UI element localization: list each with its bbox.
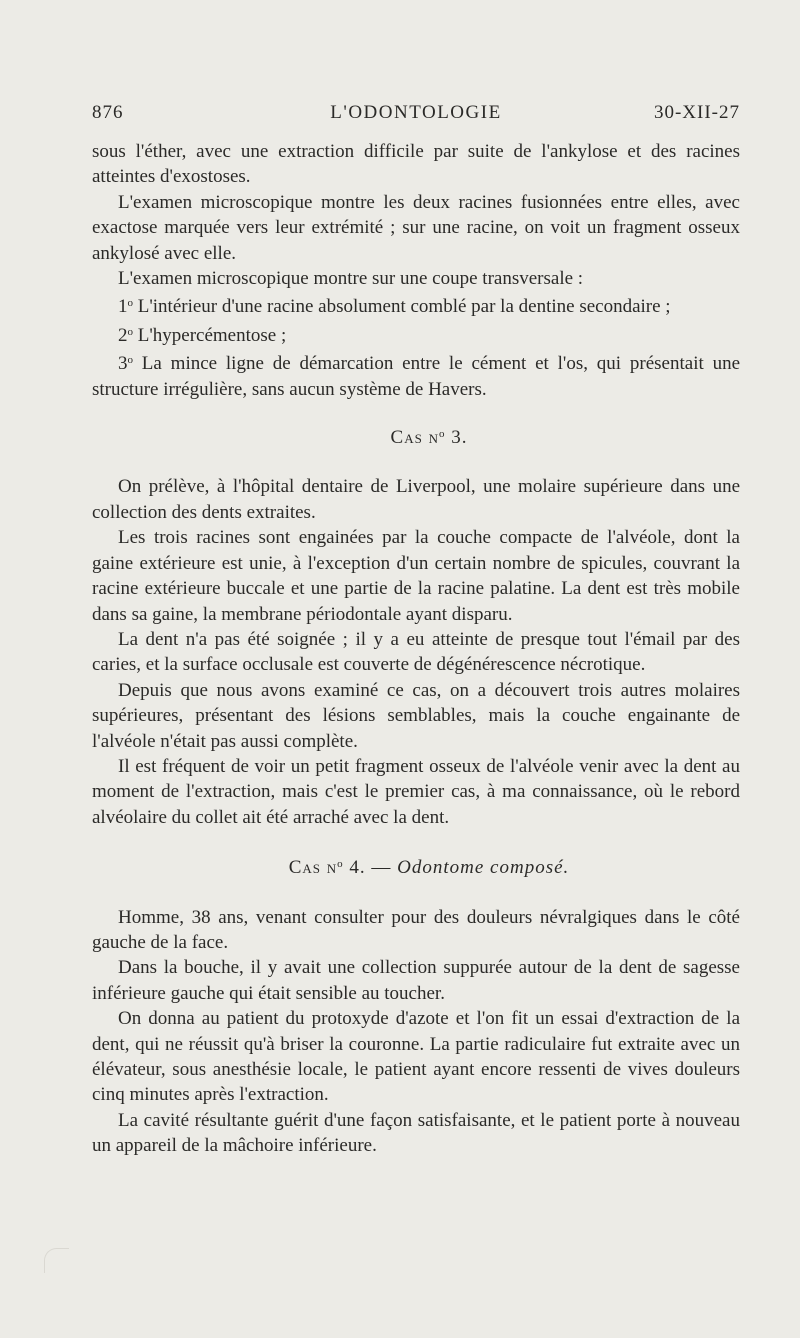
list-item: 2$^o$ L'hypercémentose ; [118,324,287,346]
paragraph: Il est fréquent de voir un petit fragment osseux de l'alvéole venir avec la dent au moment de l'extraction, mais c'est le premier cas, à ma connaissance, où le rebord alvéolaire du collet ait été arraché avec la dent. [92,755,740,828]
paragraph: On donna au patient du protoxyde d'azote et l'on fit un essai d'extraction de la dent, qui ne réussit qu'à briser la couronne. La partie radiculaire fut extraite avec un élévateur, sous anesthésie locale, le patient ayant encore ressenti de vives douleurs cinq minutes après l'extraction. [92,1008,740,1106]
list-item: 3$^o$ La mince ligne de démarcation entre le cément et l'os, qui présentait une structure irrégulière, sans aucun système de Havers. [92,353,740,400]
paragraph: Depuis que nous avons examiné ce cas, on a découvert trois autres molaires supérieures, présentant des lésions semblables, mais la couche engainante de l'alvéole n'était pas aussi complète. [92,679,740,752]
list-number: 3 [118,353,128,375]
paragraph: La cavité résultante guérit d'une façon satisfaisante, et le patient porte à nouveau un appareil de la mâchoire inférieure. [92,1109,740,1157]
list-number: 2 [118,324,128,346]
case-subtitle: Odontome composé. [397,857,570,879]
paragraph: L'examen microscopique montre les deux racines fusionnées entre elles, avec exactose marquée vers leur extrémité ; sur une racine, on voit un fragment osseux ankylosé avec elle. [92,191,740,264]
paper-mark [44,1248,69,1273]
paragraph: L'examen microscopique montre sur une coupe transversale : [118,268,584,290]
journal-title: L'ODONTOLOGIE [330,102,502,123]
paragraph: sous l'éther, avec une extraction difficile par suite de l'ankylose et des racines atteintes d'exostoses. [92,141,740,188]
list-number: 1 [118,296,128,318]
section-heading-case-4: Cas $n^o$ 4. — Odontome composé. [288,857,570,879]
body-text [92,139,740,1159]
paragraph: La dent n'a pas été soignée ; il y a eu atteinte de presque tout l'émail par des caries, et la surface occlusale est couverte de dégénérescence nécrotique. [92,628,740,676]
page-number: 876 [92,102,124,123]
section-heading-case-3: Cas $n^o$ 3. [390,427,468,449]
issue-date: 30-XII-27 [653,102,740,123]
paragraph: Les trois racines sont engainées par la couche compacte de l'alvéole, dont la gaine extérieure est unie, à l'exception d'un certain nombre de spicules, couvrant la racine extérieure buccale et une partie de la racine palatine. La dent est très mobile dans sa gaine, la membrane périodontale ayant disparu. [92,527,740,625]
paragraph: Homme, 38 ans, venant consulter pour des douleurs névralgiques dans le côté gauche de la face. [92,906,740,953]
paragraph: Dans la bouche, il y avait une collection suppurée autour de la dent de sagesse inférieure gauche qui était sensible au toucher. [92,957,740,1004]
paragraph: On prélève, à l'hôpital dentaire de Liverpool, une molaire supérieure dans une collection des dents extraites. [92,476,740,523]
list-item: 1$^o$ L'intérieur d'une racine absolument comblé par la dentine secondaire ; [118,296,671,318]
running-header [92,102,740,132]
